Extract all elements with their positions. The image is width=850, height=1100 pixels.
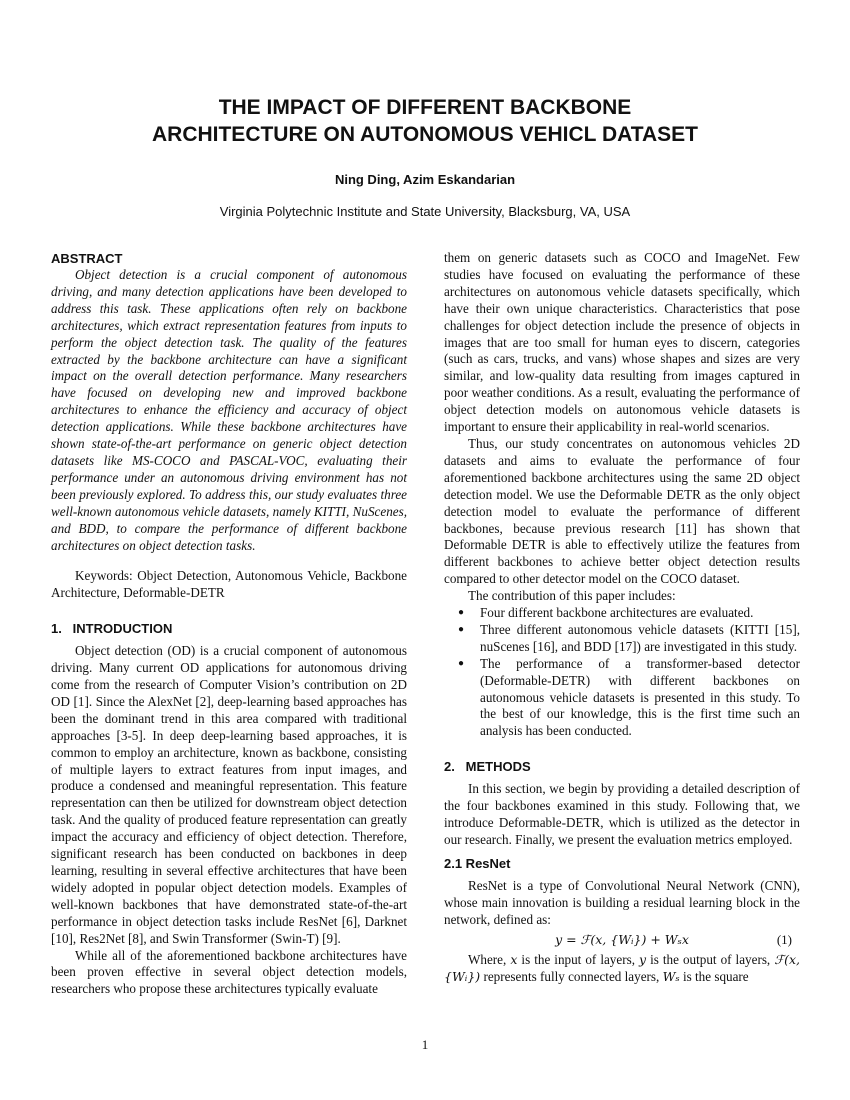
resnet-paragraph-1: ResNet is a type of Convolutional Neural Network (CNN), whose main innovation is building a residual learning block in the network, defined as:	[444, 877, 800, 927]
equation-number: (1)	[776, 931, 792, 947]
resnet-heading: 2.1 ResNet	[444, 855, 511, 871]
resnet-text-where: Where,	[468, 951, 507, 967]
resnet-paragraph-2	[444, 952, 800, 986]
intro-paragraph-2: While all of the aforementioned backbone architectures have been proven effective in several object detection models, researchers who propose these architectures typically evaluate	[51, 947, 407, 997]
contribution-item: ● Four different backbone architectures are evaluated.	[480, 605, 800, 622]
intro-paragraph-1: Object detection (OD) is a crucial component of autonomous driving. Many current OD applications for autonomous driving come from the research of Computer Vision’s contribution on 2D OD [1]. Since the AlexNet [2], deep-learning based approaches has been the dominant trend in this area compared with traditional approaches [3-5]. In deep deep-learning based approaches, it is common to employ an architecture, known as backbone, consisting of multiple layers to extract features from input images, and produce a condensed and meaningful representation. This feature representation can then be utilized for downstream object detection task. And the quality of produced feature representation can greatly impact the accuracy and efficiency of object detection. Therefore, significant research has been conducted on backbones in deep learning, resulting in several effective architectures that have been widely adopted in popular object detection models. Examples of well-known backbones that have demonstrated state-of-the-art performance in object detection tasks include ResNet [6], Darknet [10], Res2Net [8], and Swin Transformer (Swin-T) [9].	[51, 643, 407, 946]
page-number: 1	[421, 1037, 429, 1052]
math-y: y	[639, 951, 647, 967]
title-line-1: THE IMPACT OF DIFFERENT BACKBONE	[218, 96, 632, 119]
intro-paragraph-3: Thus, our study concentrates on autonomous vehicles 2D datasets and aims to evaluate the performance of four aforementioned backbone architectures using the same 2D object detection model. We use the Deformable DETR as the only object detection model to evaluate the performance of different backbones, because previous research [11] has shown that Deformable DETR is able to effectively utilize the features from different backbones to achieve better object detection results compared to other detector model on the COCO dataset.	[444, 435, 800, 587]
paper-title	[60, 94, 790, 148]
contribution-item: ● The performance of a transformer-based detector (Deformable-DETR) with different backbones on autonomous vehicle datasets is presented in this study. To the best of our knowledge, this is the first time such an analysis has been conducted.	[480, 656, 800, 741]
math-x: x	[510, 951, 518, 967]
introduction-heading: 1. INTRODUCTION	[51, 621, 173, 637]
paper-authors: Ning Ding, Azim Eskandarian	[334, 172, 516, 187]
equation-expression: y = ℱ(x, {Wᵢ}) + Wₛx	[555, 931, 689, 947]
right-column	[444, 250, 800, 985]
resnet-text-output: is the output of layers,	[646, 951, 771, 967]
resnet-text-square: is the square	[679, 968, 749, 984]
contribution-list	[444, 605, 800, 740]
abstract-heading: ABSTRACT	[51, 251, 123, 266]
abstract-body: Object detection is a crucial component of autonomous driving, and many detection applications have been developed to address this task. These applications often rely on backbone architectures, which extract representation features from inputs to perform the object detection task. The quality of the features extracted by the backbone architecture can have a significant impact on the overall detection performance. Many researchers have focused on developing new and improved backbone architectures to enhance the efficiency and accuracy of object detection applications. While these backbone architectures have shown state-of-the-art performance on generic object detection datasets like MS-COCO and PASCAL-VOC, evaluating their performance under an autonomous driving environment has not been previously explored. To address this, our study evaluates three well-known autonomous vehicle datasets, namely KITTI, NuScenes, and BDD, to compare the performance of different backbone architectures on object detection tasks.	[51, 267, 407, 553]
keywords: Keywords: Object Detection, Autonomous Vehicle, Backbone Architecture, Deformable-DETR	[51, 568, 407, 601]
math-Ws: Wₛ	[662, 968, 680, 984]
equation-1	[444, 931, 800, 950]
paper-affiliation: Virginia Polytechnic Institute and State University, Blacksburg, VA, USA	[219, 204, 631, 219]
resnet-text-input: is the input of layers,	[517, 951, 640, 967]
left-column	[51, 250, 407, 998]
methods-heading: 2. METHODS	[444, 759, 531, 775]
title-line-2: ARCHITECTURE ON AUTONOMOUS VEHICL DATASET	[151, 123, 698, 146]
math-F: ℱ(x, {Wᵢ})	[444, 951, 800, 984]
methods-paragraph-1: In this section, we begin by providing a detailed description of the four backbones examined in this study. Following that, we introduce Deformable-DETR, which is utilized as the detector in our research. Finally, we present the evaluation metrics employed.	[444, 781, 800, 847]
intro-paragraph-4: The contribution of this paper includes:	[468, 588, 676, 604]
intro-paragraph-2-continued: them on generic datasets such as COCO and ImageNet. Few studies have focused on evaluating the performance of these architectures on autonomous vehicle datasets specifically, which have their own unique characteristics. Characteristics that pose challenges for object detection include the presence of objects in images that are too small for human eyes to discern, categories (such as cars, trucks, and vans) whose shapes and sizes are very similar, and low-quality data resulting from images captured in poor weather conditions. As a result, evaluating the performance of object detection models on autonomous vehicle datasets is important to ensure their applicability in real-world scenarios.	[444, 250, 800, 435]
contribution-item: ● Three different autonomous vehicle datasets (KITTI [15], nuScenes [16], and BDD [17]) are investigated in this study.	[480, 622, 800, 656]
resnet-text-fc: represents fully connected layers,	[480, 968, 663, 984]
